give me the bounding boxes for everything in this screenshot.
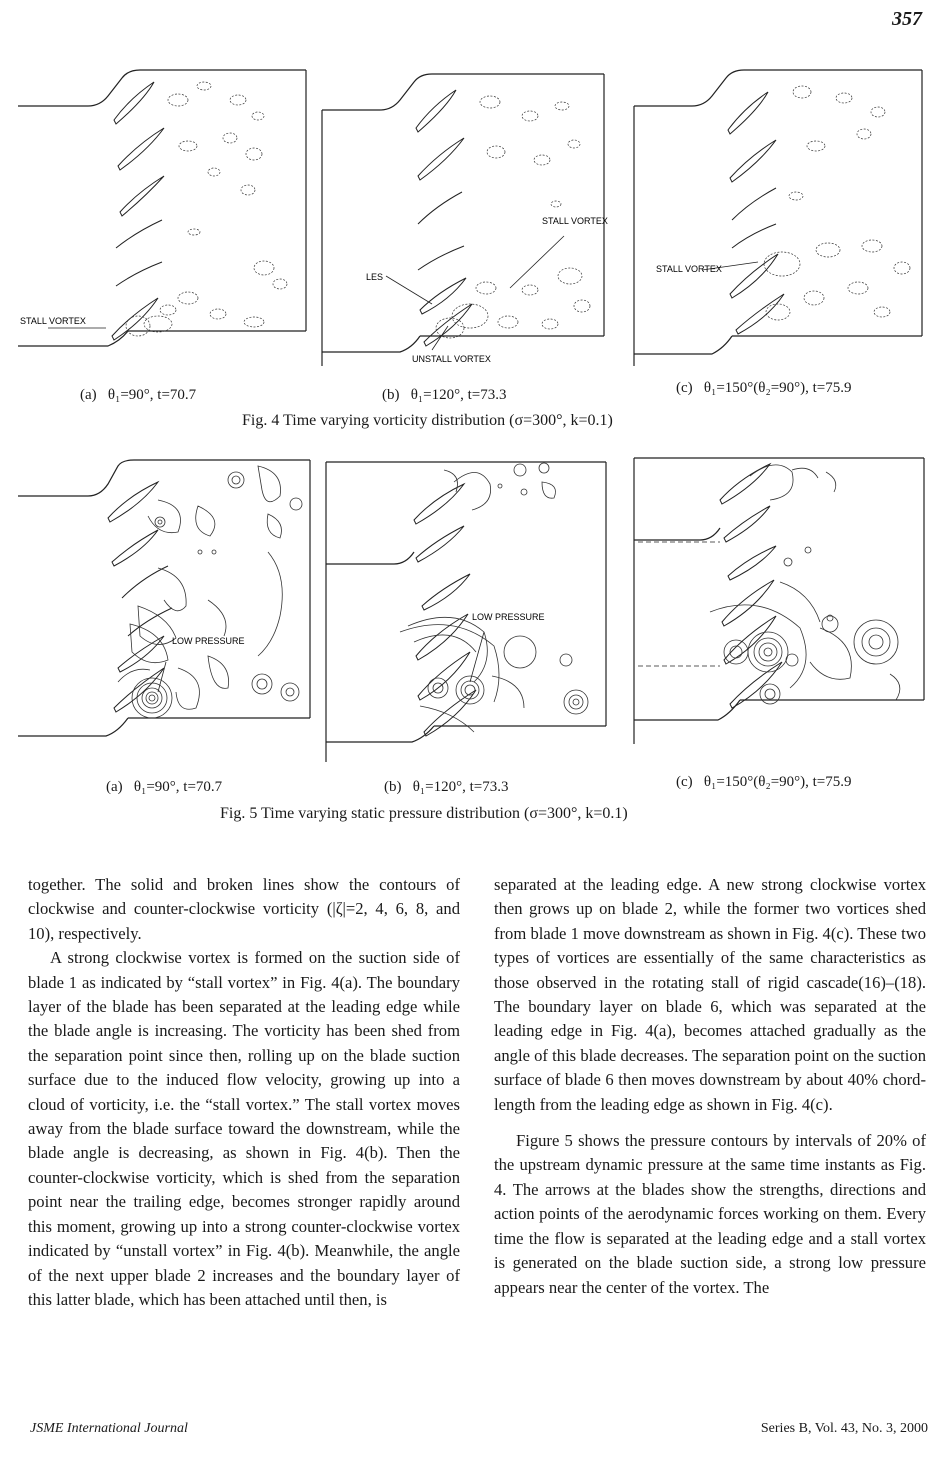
fig5-b-pressure-plot	[324, 456, 614, 768]
fig5-a-pressure-plot	[18, 456, 314, 758]
fig4-panel-a	[18, 36, 310, 358]
fig4-panel-b	[320, 36, 612, 368]
fig5-c-pressure-plot	[630, 452, 930, 752]
fig4-b-stall-vortex-label: STALL VORTEX	[542, 216, 608, 226]
fig4-a-caption	[80, 387, 196, 404]
fig5-a-condition: θ₁=90°, t=70.7	[133, 779, 223, 795]
fig5-b-low-pressure-label: LOW PRESSURE	[472, 612, 545, 622]
fig4-c-caption	[676, 380, 852, 397]
fig4-a-vorticity-plot	[18, 36, 310, 358]
fig5-b-caption	[384, 779, 509, 796]
fig5-panel-a	[18, 456, 314, 758]
footer-journal: JSME International Journal	[30, 1421, 188, 1436]
fig4-b-caption	[382, 387, 507, 404]
left-paragraph-1: together. The solid and broken lines show the contours of clockwise and counter-clockwise vorticity (|ζ|=2, 4, 6, 8, and 10), respectively.	[28, 875, 460, 943]
fig5-caption: Fig. 5 Time varying static pressure distribution (σ=300°, k=0.1)	[220, 805, 628, 822]
fig5-b-label: (b)	[384, 779, 402, 795]
fig4-panel-c	[632, 36, 932, 368]
fig5-a-label: (a)	[106, 779, 123, 795]
right-column	[494, 873, 926, 1300]
left-paragraph-2: A strong clockwise vortex is formed on the suction side of blade 1 as indicated by “stall vortex” in Fig. 4(a). The boundary layer of the blade has been separated at the leading edge while the blade angle is increasing. The vorticity has been shed from the separation point since then, rolling up on the blade suction surface due to the induced flow velocity, growing up into a cloud of vorticity, i.e. the “stall vortex.” The stall vortex moves away from the blade surface toward the downstream, while the blade angle is decreasing, as shown in Fig. 4(b). Then the counter-clockwise vorticity, which is shed from the separation point near the trailing edge, becomes stronger rapidly around this moment, growing up into a strong counter-clockwise vortex indicated by “unstall vortex” in Fig. 4(b). Meanwhile, the angle of the next upper blade 2 increases and the boundary layer of this latter blade, which has been attached until then, is	[28, 948, 460, 1309]
page-number: 357	[892, 8, 922, 30]
fig5-a-low-pressure-label: LOW PRESSURE	[172, 636, 245, 646]
fig4-a-condition: θ₁=90°, t=70.7	[107, 387, 197, 403]
footer-series: Series B, Vol. 43, No. 3, 2000	[760, 1421, 928, 1436]
fig5-c-caption	[676, 774, 852, 791]
fig5-c-condition: θ₁=150°(θ₂=90°), t=75.9	[703, 774, 852, 790]
fig4-b-les-label: LES	[366, 272, 384, 282]
fig5-c-label: (c)	[676, 774, 693, 790]
right-paragraph-1: separated at the leading edge. A new strong clockwise vortex then grows up on blade 2, while the former two vortices shed from blade 1 move downstream as shown in Fig. 4(c). These two types of vortices are essentially of the same characteristics as those observed in the rotating stall of rigid cascade(16)–(18). The boundary layer on blade 6, which was separated at the leading edge in Fig. 4(a), becomes attached gradually as the angle of this blade decreases. The separation point on the suction surface of blade 6 then moves downstream by about 40% chord-length from the leading edge as shown in Fig. 4(c).	[494, 875, 926, 1114]
fig5-b-condition: θ₁=120°, t=73.3	[412, 779, 509, 795]
fig4-b-label: (b)	[382, 387, 400, 403]
fig4-caption: Fig. 4 Time varying vorticity distribution (σ=300°, k=0.1)	[242, 412, 613, 429]
right-paragraph-2: Figure 5 shows the pressure contours by intervals of 20% of the upstream dynamic pressure at the same time instants as Fig. 4. The arrows at the blades show the strengths, directions and action points of the aerodynamic forces working on them. Every time the flow is separated at the leading edge and a stall vortex is generated on the blade suction side, a strong low pressure appears near the center of the vortex. The	[494, 1131, 926, 1297]
fig5-panel-b	[324, 456, 614, 768]
fig4-c-stall-vortex-label: STALL VORTEX	[656, 264, 722, 274]
fig4-c-label: (c)	[676, 380, 693, 396]
fig4-a-stall-vortex-label: STALL VORTEX	[20, 316, 86, 326]
fig4-b-vorticity-plot	[320, 36, 612, 368]
fig5-a-caption	[106, 779, 222, 796]
left-column	[28, 873, 460, 1312]
fig4-b-condition: θ₁=120°, t=73.3	[410, 387, 507, 403]
fig4-a-label: (a)	[80, 387, 97, 403]
fig4-c-vorticity-plot	[632, 36, 932, 368]
fig4-b-unstall-vortex-label: UNSTALL VORTEX	[412, 354, 491, 364]
fig5-panel-c	[630, 452, 930, 752]
fig4-c-condition: θ₁=150°(θ₂=90°), t=75.9	[703, 380, 852, 396]
